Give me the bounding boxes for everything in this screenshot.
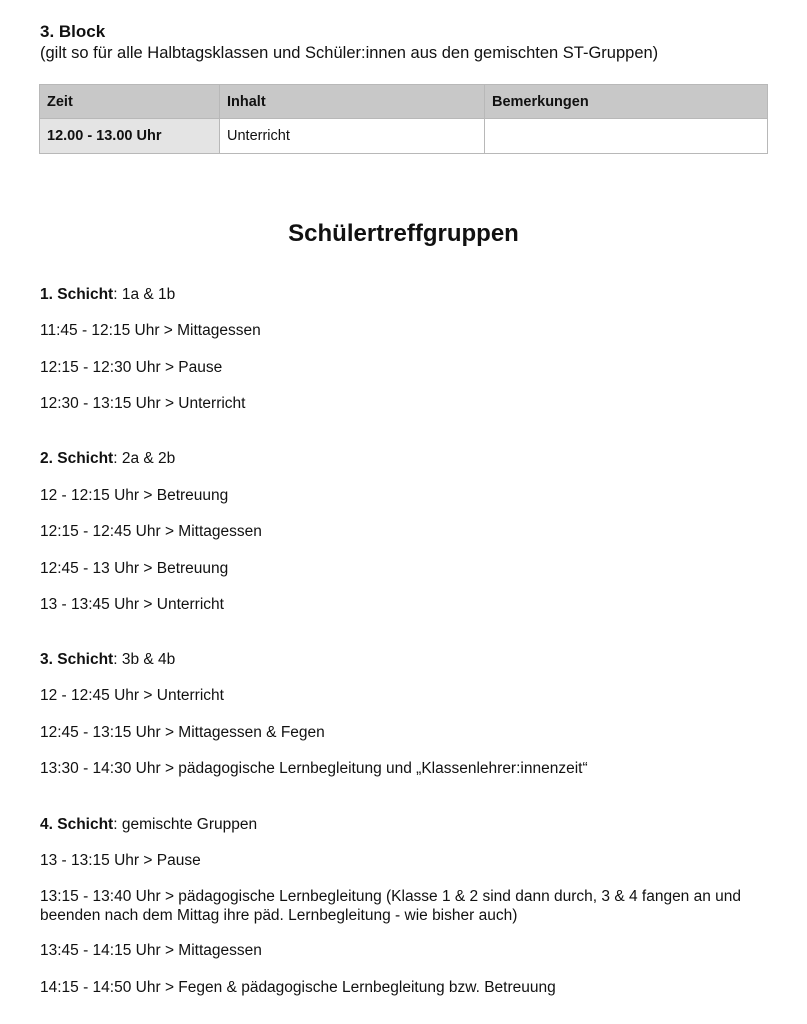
list-item: 12:45 - 13 Uhr > Betreuung	[40, 560, 229, 577]
list-item: 13:30 - 14:30 Uhr > pädagogische Lernbegleitung und „Klassenlehrer:innenzeit“	[40, 760, 588, 777]
table-cell-zeit: 12.00 - 13.00 Uhr	[40, 119, 220, 154]
shift-label: 2. Schicht	[40, 450, 114, 467]
shift-label: 3. Schicht	[40, 651, 114, 668]
block-title: 3. Block	[40, 22, 106, 41]
shift-groups: : 1a & 1b	[113, 286, 176, 303]
list-item: 12 - 12:15 Uhr > Betreuung	[40, 487, 229, 504]
list-item: 13:15 - 13:40 Uhr > pädagogische Lernbegleitung (Klasse 1 & 2 sind dann durch, 3 & 4 fangen an und beenden nach dem Mittag ihre päd. Lernbegleitung - wie bisher auch)	[40, 888, 742, 924]
column-header-bemerkungen: Bemerkungen	[485, 85, 768, 119]
list-item: 12 - 12:45 Uhr > Unterricht	[40, 687, 224, 704]
shift-1-header	[40, 285, 175, 304]
shift-2-header	[40, 449, 175, 468]
table-row	[40, 119, 768, 154]
shift-groups: : 2a & 2b	[113, 450, 176, 467]
table-cell-bemerkungen	[485, 119, 768, 154]
section-heading: Schülertreffgruppen	[288, 220, 519, 247]
column-header-zeit: Zeit	[40, 85, 220, 119]
column-header-inhalt: Inhalt	[220, 85, 485, 119]
table-header-row	[40, 85, 768, 119]
shift-groups: : gemischte Gruppen	[113, 816, 258, 833]
shift-label: 1. Schicht	[40, 286, 114, 303]
block-subtitle: (gilt so für alle Halbtagsklassen und Schüler:innen aus den gemischten ST-Gruppen)	[40, 44, 659, 62]
list-item: 13 - 13:15 Uhr > Pause	[40, 852, 201, 869]
shift-4-header	[40, 815, 257, 834]
shift-label: 4. Schicht	[40, 816, 114, 833]
list-item: 12:15 - 12:45 Uhr > Mittagessen	[40, 523, 262, 540]
list-item: 12:45 - 13:15 Uhr > Mittagessen & Fegen	[40, 724, 325, 741]
shift-groups: : 3b & 4b	[113, 651, 176, 668]
list-item: 13 - 13:45 Uhr > Unterricht	[40, 596, 224, 613]
schedule-table	[39, 84, 768, 154]
list-item: 13:45 - 14:15 Uhr > Mittagessen	[40, 942, 262, 959]
table-cell-inhalt: Unterricht	[220, 119, 485, 154]
list-item: 12:15 - 12:30 Uhr > Pause	[40, 359, 223, 376]
shift-3-header	[40, 650, 175, 669]
list-item: 12:30 - 13:15 Uhr > Unterricht	[40, 395, 246, 412]
list-item: 11:45 - 12:15 Uhr > Mittagessen	[40, 322, 261, 339]
list-item: 14:15 - 14:50 Uhr > Fegen & pädagogische Lernbegleitung bzw. Betreuung	[40, 979, 556, 996]
